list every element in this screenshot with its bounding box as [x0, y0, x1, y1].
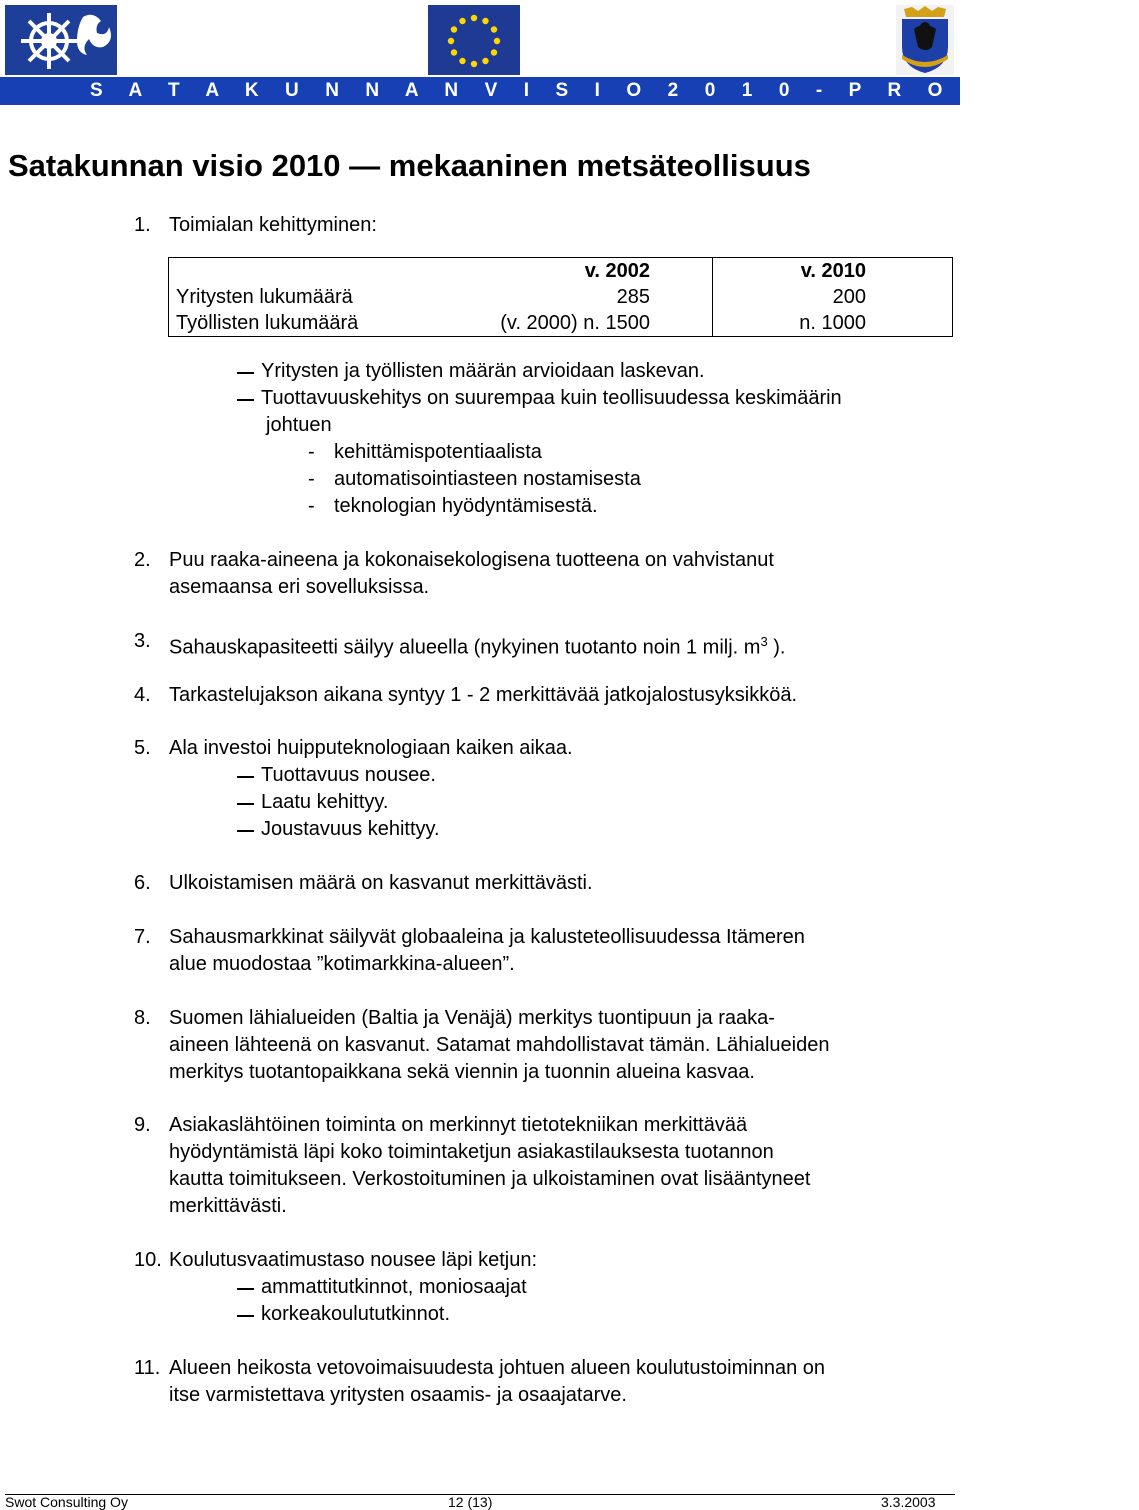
- dash-bullet-icon: [237, 1315, 254, 1317]
- item-text: Ala investoi huipputeknologiaan kaiken aikaa.: [169, 737, 573, 759]
- bullet-text: ammattitutkinnot, moniosaajat: [261, 1276, 527, 1298]
- bullet-text: johtuen: [266, 414, 332, 436]
- dash-bullet-icon: [237, 830, 254, 832]
- banner-text: S A T A K U N N A N V I S I O 2 0 1 0 - P R O J E K T I: [90, 80, 1139, 101]
- table-header-row: [169, 258, 953, 285]
- table-cell: 285: [616, 286, 650, 308]
- project-banner: [0, 77, 1139, 105]
- item-text: Tarkastelujakson aikana syntyy 1 - 2 merkittävää jatkojalostusyksikköä.: [169, 684, 798, 706]
- ship-wheel-icon: [5, 5, 117, 75]
- dash-bullet-icon: [237, 1288, 254, 1290]
- item-text: Sahausmarkkinat säilyvät globaaleina ja kalusteteollisuudessa Itämeren: [169, 926, 805, 948]
- table-cell: n. 1000: [713, 310, 953, 337]
- item-text: Koulutusvaatimustaso nousee läpi ketjun:: [169, 1249, 538, 1271]
- table-cell: 200: [713, 284, 953, 310]
- eu-flag-logo: [428, 5, 520, 75]
- table-cell: Yritysten lukumäärä: [176, 286, 353, 308]
- item-number: 9.: [134, 1114, 151, 1136]
- dash-bullet-icon: [237, 776, 254, 778]
- item-number: 4.: [134, 684, 151, 706]
- table-cell: (v. 2000) n. 1500: [500, 312, 650, 334]
- section-heading: Toimialan kehittyminen:: [169, 214, 377, 236]
- hyphen-bullet-icon: -: [308, 495, 315, 517]
- page-title: Satakunnan visio 2010 — mekaaninen metsäteollisuus: [8, 148, 811, 183]
- item-text: Alueen heikosta vetovoimaisuudesta johtuen alueen koulutustoiminnan on: [169, 1357, 826, 1379]
- bullet-text: korkeakoulututkinnot.: [261, 1303, 451, 1325]
- item-text: itse varmistettava yritysten osaamis- ja osaajatarve.: [169, 1384, 627, 1406]
- item-text: Puu raaka-aineena ja kokonaisekologisena tuotteena on vahvistanut: [169, 549, 774, 571]
- footer-page-number: 12 (13): [448, 1494, 493, 1510]
- dash-bullet-icon: [237, 803, 254, 805]
- table-cell: v. 2010: [713, 258, 953, 285]
- table-cell: v. 2002: [584, 260, 650, 282]
- item-number: 3.: [134, 630, 151, 652]
- table-row: [169, 284, 953, 310]
- hyphen-bullet-icon: -: [308, 441, 315, 463]
- item-number: 5.: [134, 737, 151, 759]
- item-text: asemaansa eri sovelluksissa.: [169, 576, 430, 598]
- coat-of-arms-icon: [896, 5, 954, 75]
- superscript: 3: [760, 634, 768, 649]
- item-number: 6.: [134, 872, 151, 894]
- item-text: Asiakaslähtöinen toiminta on merkinnyt tietotekniikan merkittävää: [169, 1114, 748, 1136]
- item-text: aineen lähteenä on kasvanut. Satamat mahdollistavat tämän. Lähialueiden: [169, 1034, 830, 1056]
- item-text: [169, 628, 785, 662]
- dash-bullet-icon: [237, 372, 254, 374]
- table-cell: [169, 258, 414, 285]
- bullet-text: Yritysten ja työllisten määrän arvioidaan laskevan.: [261, 360, 705, 382]
- item-number: 7.: [134, 926, 151, 948]
- bullet-text: Laatu kehittyy.: [261, 791, 389, 813]
- footer-company: Swot Consulting Oy: [5, 1494, 128, 1510]
- bullet-text: Tuottavuuskehitys on suurempaa kuin teollisuudessa keskimäärin: [261, 387, 842, 409]
- footer-date: 3.3.2003: [881, 1494, 936, 1510]
- item-text: Ulkoistamisen määrä on kasvanut merkittävästi.: [169, 872, 593, 894]
- coat-of-arms-logo: [896, 5, 954, 75]
- item-text: merkitys tuotantopaikkana sekä viennin ja tuonnin alueina kasvaa.: [169, 1061, 755, 1083]
- eu-stars-icon: [428, 5, 520, 75]
- bullet-text: Tuottavuus nousee.: [261, 764, 436, 786]
- bullet-text: Joustavuus kehittyy.: [261, 818, 440, 840]
- item-text: hyödyntämistä läpi koko toimintaketjun asiakastilauksesta tuotannon: [169, 1141, 774, 1163]
- item-number: 11.: [134, 1357, 161, 1379]
- sub-bullet-text: automatisointiasteen nostamisesta: [334, 468, 641, 490]
- item-text: merkittävästi.: [169, 1195, 287, 1217]
- satakunta-logo: [5, 5, 117, 75]
- item-text-tail: ).: [773, 636, 786, 659]
- item-number: 1.: [134, 214, 151, 236]
- table-row: [169, 310, 953, 337]
- hyphen-bullet-icon: -: [308, 468, 315, 490]
- table-cell: Työllisten lukumäärä: [176, 312, 359, 334]
- item-text: kautta toimitukseen. Verkostoituminen ja ulkoistaminen ovat lisääntyneet: [169, 1168, 811, 1190]
- item-number: 2.: [134, 549, 151, 571]
- sub-bullet-text: teknologian hyödyntämisestä.: [334, 495, 598, 517]
- item-number: 10.: [134, 1249, 162, 1271]
- item-text-main: Sahauskapasiteetti säilyy alueella (nykyinen tuotanto noin 1 milj. m: [169, 636, 761, 659]
- dash-bullet-icon: [237, 399, 254, 401]
- sub-bullet-text: kehittämispotentiaalista: [334, 441, 542, 463]
- item-number: 8.: [134, 1007, 151, 1029]
- item-text: alue muodostaa ”kotimarkkina-alueen”.: [169, 953, 515, 975]
- item-text: Suomen lähialueiden (Baltia ja Venäjä) merkitys tuontipuun ja raaka-: [169, 1007, 775, 1029]
- stats-table: [168, 257, 953, 337]
